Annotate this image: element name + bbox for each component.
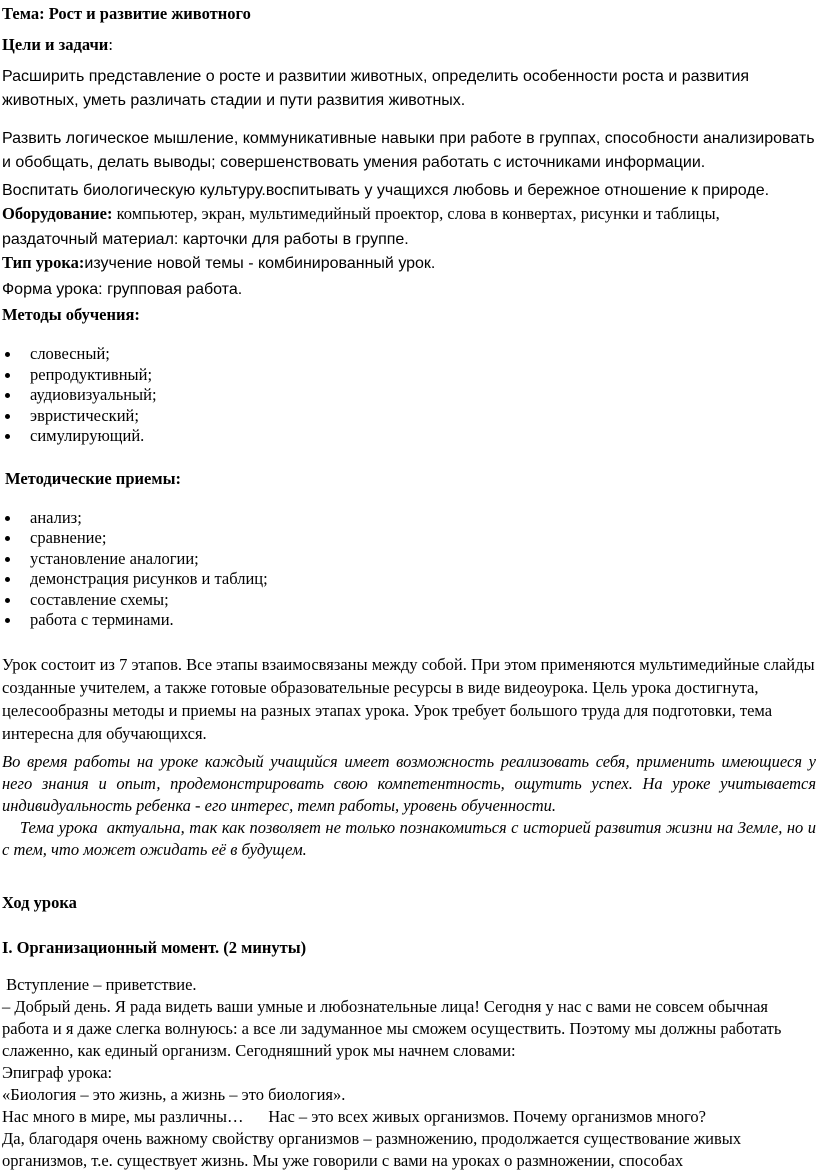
- goal-expand: Расширить представление о росте и развитии животных, определить особенности роста и развития животных, уметь различать стадии и пути развития животных.: [2, 68, 750, 109]
- list-item: составление схемы;: [30, 590, 816, 611]
- list-item: работа с терминами.: [30, 610, 816, 631]
- list-item: репродуктивный;: [30, 365, 816, 386]
- topic-value: Рост и развитие животного: [44, 4, 251, 23]
- methods-heading: Методы обучения:: [2, 305, 140, 324]
- equipment-line: Оборудование: компьютер, экран, мультимедийный проектор, слова в конвертах, рисунки и таблицы,: [2, 204, 720, 223]
- equipment-line-2: раздаточный материал: карточки для работы в группе.: [2, 231, 409, 248]
- list-item: эвристический;: [30, 406, 816, 427]
- epigraph-label: Эпиграф урока:: [2, 1062, 113, 1082]
- course-heading: Ход урока: [2, 892, 77, 912]
- lesson-form-line: Форма урока: групповая работа.: [2, 281, 243, 298]
- stage1-heading: I. Организационный момент. (2 минуты): [2, 937, 307, 957]
- last-paragraph: Да, благодаря очень важному свойству организмов – размножению, продолжается существование живых организмов, т.е. существует жизнь. Мы уже говорили с вами на уроках о размножении, способах: [2, 1128, 742, 1170]
- techniques-list: [2, 508, 816, 631]
- many-line: Нас много в мире, мы различны… Нас – это всех живых организмов. Почему организмов много?: [2, 1106, 706, 1126]
- goal-educate: Воспитать биологическую культуру.воспитывать у учащихся любовь и бережное отношение к природе.: [2, 182, 770, 199]
- italic-paragraph-1: Во время работы на уроке каждый учащийся имеет возможность реализовать себя, применить имеющиеся у него знания и опыт, продемонстрировать свою компетентность, ощутить успех. На уроке учитывается индивидуальность ребенка - его интерес, темп работы, уровень обученности.: [2, 751, 816, 815]
- greeting-paragraph: – Добрый день. Я рада видеть ваши умные и любознательные лица! Сегодня у нас с вами не совсем обычная работа и я даже слегка волнуюсь: а все ли задуманное мы сможем осуществить. Поэтому мы должны работать слаженно, как единый организм. Сегодняшний урок мы начнем словами:: [2, 996, 782, 1060]
- methods-list: [2, 344, 816, 447]
- topic-line: [2, 0, 816, 25]
- list-item: анализ;: [30, 508, 816, 529]
- list-item: сравнение;: [30, 528, 816, 549]
- intro-line: Вступление – приветствие.: [2, 974, 197, 994]
- epigraph: «Биология – это жизнь, а жизнь – это биология».: [2, 1084, 346, 1104]
- goal-develop: Развить логическое мышление, коммуникативные навыки при работе в группах, способности анализировать и обобщать, делать выводы; совершенствовать умения работать с источниками информации.: [2, 130, 815, 171]
- italic-paragraph-2: Тема урока актуальна, так как позволяет не только познакомиться с историей развития жизни на Земле, но и с тем, что может ожидать её в будущем.: [2, 817, 816, 859]
- goals-heading: Цели и задачи:: [2, 35, 113, 54]
- list-item: аудиовизуальный;: [30, 385, 816, 406]
- techniques-heading: Методические приемы:: [5, 468, 181, 488]
- list-item: демонстрация рисунков и таблиц;: [30, 569, 816, 590]
- list-item: симулирующий.: [30, 426, 816, 447]
- stages-paragraph: Урок состоит из 7 этапов. Все этапы взаимосвязаны между собой. При этом применяются мультимедийные слайды созданные учителем, а также готовые образовательные ресурсы в виде видеоурока. Цель урока достигнута, целесообразны методы и приемы на разных этапах урока. Урок требует большого труда для подготовки, тема интересна для обучающихся.: [2, 654, 815, 743]
- list-item: установление аналогии;: [30, 549, 816, 570]
- topic-label: Тема:: [2, 4, 45, 23]
- list-item: словесный;: [30, 344, 816, 365]
- lesson-type-line: Тип урока:изучение новой темы - комбинированный урок.: [2, 253, 436, 272]
